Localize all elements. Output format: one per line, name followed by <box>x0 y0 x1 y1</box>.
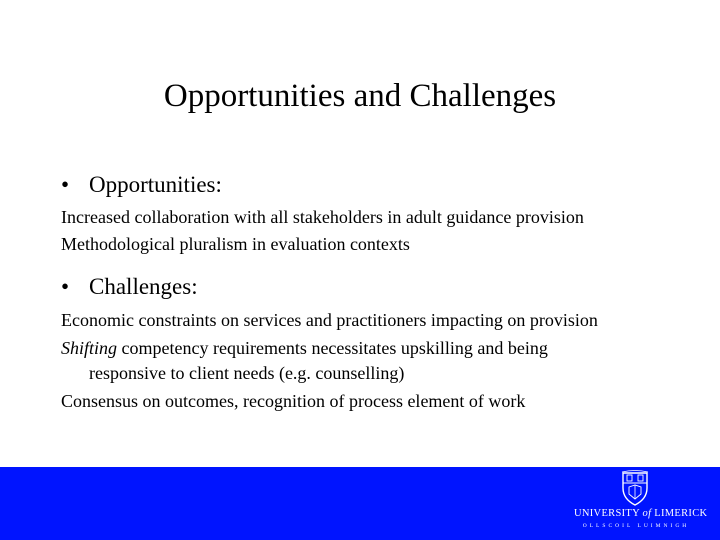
logo-tagline: OLLSCOIL LUIMNIGH <box>582 523 690 529</box>
opportunities-heading-text: Opportunities: <box>89 172 222 197</box>
opportunities-heading <box>61 170 222 200</box>
challenges-heading-text: Challenges: <box>89 274 198 299</box>
challenge-line-3: responsive to client needs (e.g. counselling) <box>89 363 405 383</box>
crest-icon <box>620 470 650 506</box>
challenge-line-2-emphasis: Shifting <box>61 338 118 358</box>
logo-name-part1: UNIVERSITY <box>574 508 640 519</box>
logo-name-of: of <box>642 508 652 519</box>
bullet-icon: • <box>61 172 70 197</box>
university-logo <box>574 470 708 532</box>
logo-name-part3: LIMERICK <box>654 508 708 519</box>
challenge-line-2-rest: competency requirements necessitates upskilling and being <box>117 338 548 358</box>
opportunity-line-2: Methodological pluralism in evaluation contexts <box>61 234 410 254</box>
opportunity-line-1: Increased collaboration with all stakeholders in adult guidance provision <box>61 207 584 227</box>
challenge-line-2 <box>61 335 548 361</box>
challenges-heading <box>61 272 198 302</box>
logo-name <box>574 508 708 520</box>
slide-title: Opportunities and Challenges <box>163 78 557 114</box>
challenge-line-4: Consensus on outcomes, recognition of process element of work <box>61 391 526 411</box>
bullet-icon: • <box>61 274 70 299</box>
challenge-line-1: Economic constraints on services and practitioners impacting on provision <box>61 310 598 330</box>
